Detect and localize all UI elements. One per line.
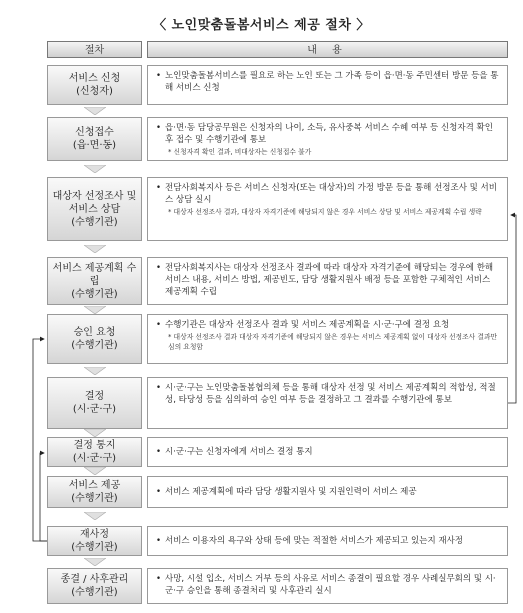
bullet-item: • 수행기관은 대상자 선정조사 결과 및 서비스 제공계획을 시·군·구에 결정 요청 xyxy=(156,320,450,330)
step-name: 승인 요청 xyxy=(73,327,116,338)
step-agent: (수행기관) xyxy=(71,493,118,504)
bullet-item: • 서비스 이용자의 욕구와 상태 등에 맞는 적절한 서비스가 제공되고 있는지 재사정 xyxy=(156,536,463,546)
step-name: 결정 통지 xyxy=(73,440,116,451)
loop-arrow-decision-to-assessment xyxy=(508,215,516,403)
note-text: * 대상자 선정조사 결과 대상자 자격기준에 해당되지 않은 경우는 서비스 제공계획 없이 대상자 선정조사 결과만 심의 요청함 xyxy=(168,333,498,351)
step-agent: (시·군·구) xyxy=(72,404,117,415)
step-agent: (수행기관) xyxy=(71,288,118,300)
step-agent: (수행기관) xyxy=(71,216,118,228)
header-content: 내 용 xyxy=(147,41,508,58)
step-agent: (신청자) xyxy=(76,86,113,97)
step-name: 종결 / 사후관리 xyxy=(60,574,129,585)
bullet-item: • 전담사회복지사 등은 서비스 신청자(또는 대상자)의 가정 방문 등을 통해 선정조사 및 서비스 상담 실시 xyxy=(156,183,497,205)
bullet-item: • 시·군·구는 신청자에게 서비스 결정 통지 xyxy=(156,447,313,457)
bullet-item: • 읍·면·동 담당공무원은 신청자의 나이, 소득, 유사중복 서비스 수혜 여부 등 신청자격 확인 후 접수 및 수행기관에 통보 xyxy=(156,123,493,145)
note-text: * 신청자격 확인 결과, 비대상자는 신청접수 불가 xyxy=(168,148,312,156)
step-agent: (읍·면·동) xyxy=(72,140,117,151)
header-step: 절차 xyxy=(47,41,142,58)
step-agent: (시·군·구) xyxy=(72,453,117,464)
bullet-item: • 서비스 제공계획에 따라 담당 생활지원사 및 지원인력이 서비스 제공 xyxy=(156,487,417,497)
step-name: 서비스 제공계획 수립 xyxy=(52,262,137,287)
step-name: 결정 xyxy=(84,391,105,402)
step-name: 서비스 신청 xyxy=(68,73,121,84)
step-agent: (수행기관) xyxy=(71,340,118,351)
step-agent: (수행기관) xyxy=(71,542,118,553)
diagram-title: 〈 노인맞춤돌봄서비스 제공 절차 〉 xyxy=(153,18,370,33)
bullet-item: • 전담사회복지사는 대상자 선정조사 결과에 따라 대상자 자격기준에 해당되는 경우에 한해 서비스 내용, 서비스 방법, 제공빈도, 담당 생활지원사 배정 등을 포함한 구체적인 서비스 제공계획 수립 xyxy=(156,263,494,297)
bullet-item: • 사망, 시설 입소, 서비스 거부 등의 사유로 서비스 종결이 필요할 경우 사례실무회의 및 시·군·구 승인을 통해 종결처리 및 사후관리 실시 xyxy=(156,574,496,596)
step-name: 재사정 xyxy=(80,529,109,540)
loop-arrow-reassess-to-notice xyxy=(40,453,47,541)
bullet-item: • 시·군·구는 노인맞춤돌봄협의체 등을 통해 대상자 선정 및 서비스 제공계획의 적합성, 적절성, 타당성 등을 심의하여 승인 여부 등을 결정하고 그 결과를 수행기관에 통보 xyxy=(156,383,496,405)
step-name: 대상자 선정조사 및 서비스 상담 xyxy=(52,190,137,215)
note-text: * 대상자 선정조사 결과, 대상자 자격기준에 해당되지 않은 경우 서비스 상담 및 서비스 제공계획 수립 생략 xyxy=(168,208,482,216)
step-agent: (수행기관) xyxy=(71,587,118,598)
step-name: 신청접수 xyxy=(75,127,114,138)
bullet-item: • 노인맞춤돌봄서비스를 필요로 하는 노인 또는 그 가족 등이 읍·면·동 주민센터 방문 등을 통해 서비스 신청 xyxy=(156,71,499,93)
step-name: 서비스 제공 xyxy=(68,480,121,491)
